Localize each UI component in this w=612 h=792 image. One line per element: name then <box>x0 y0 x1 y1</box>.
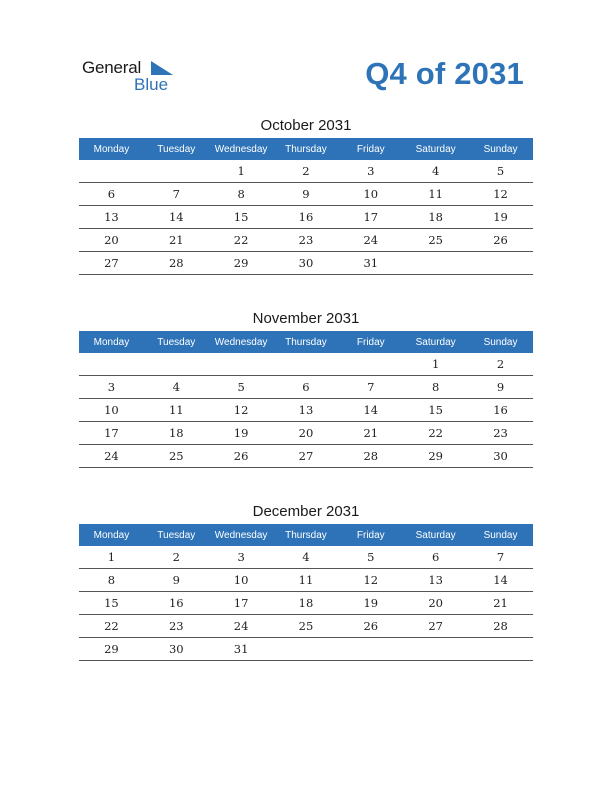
weekday-label: Sunday <box>468 524 533 546</box>
weekday-label: Monday <box>79 138 144 160</box>
week-row <box>79 592 533 615</box>
day-cell <box>144 160 209 183</box>
day-cell: 24 <box>79 445 144 468</box>
day-cell: 30 <box>144 638 209 661</box>
day-cell: 11 <box>403 183 468 206</box>
day-cell: 2 <box>144 546 209 569</box>
day-cell: 26 <box>209 445 274 468</box>
day-cell: 19 <box>209 422 274 445</box>
day-cell <box>468 638 533 661</box>
day-cell: 12 <box>468 183 533 206</box>
day-cell: 26 <box>468 229 533 252</box>
weekday-label: Friday <box>338 524 403 546</box>
weekday-label: Friday <box>338 138 403 160</box>
day-cell: 16 <box>274 206 339 229</box>
day-cell: 13 <box>79 206 144 229</box>
calendar-table <box>79 524 533 661</box>
weekday-label: Saturday <box>403 524 468 546</box>
weekday-label: Saturday <box>403 331 468 353</box>
day-cell: 19 <box>338 592 403 615</box>
day-cell: 17 <box>338 206 403 229</box>
month-calendar-december <box>79 502 533 661</box>
day-cell: 22 <box>209 229 274 252</box>
day-cell: 18 <box>144 422 209 445</box>
calendar-table <box>79 138 533 275</box>
day-cell: 9 <box>468 376 533 399</box>
day-cell: 10 <box>209 569 274 592</box>
day-cell: 7 <box>468 546 533 569</box>
week-row <box>79 615 533 638</box>
day-cell: 22 <box>79 615 144 638</box>
calendar-body <box>79 546 533 661</box>
day-cell: 21 <box>338 422 403 445</box>
day-cell <box>274 353 339 376</box>
day-cell: 25 <box>274 615 339 638</box>
month-calendar-november <box>79 309 533 468</box>
day-cell: 28 <box>144 252 209 275</box>
day-cell: 6 <box>274 376 339 399</box>
day-cell: 5 <box>209 376 274 399</box>
weekday-label: Tuesday <box>144 524 209 546</box>
day-cell: 5 <box>338 546 403 569</box>
month-title: November 2031 <box>252 310 360 327</box>
day-cell: 16 <box>468 399 533 422</box>
day-cell: 4 <box>403 160 468 183</box>
day-cell <box>403 252 468 275</box>
day-cell: 8 <box>209 183 274 206</box>
weekday-label: Thursday <box>274 524 339 546</box>
day-cell: 5 <box>468 160 533 183</box>
day-cell: 27 <box>274 445 339 468</box>
day-cell: 7 <box>144 183 209 206</box>
day-cell: 14 <box>468 569 533 592</box>
day-cell: 23 <box>144 615 209 638</box>
week-row <box>79 638 533 661</box>
day-cell: 23 <box>468 422 533 445</box>
week-row <box>79 353 533 376</box>
day-cell: 24 <box>209 615 274 638</box>
day-cell: 6 <box>79 183 144 206</box>
day-cell: 14 <box>338 399 403 422</box>
day-cell: 28 <box>468 615 533 638</box>
logo-text-general: General <box>82 58 142 77</box>
week-row <box>79 569 533 592</box>
day-cell: 11 <box>274 569 339 592</box>
day-cell: 29 <box>403 445 468 468</box>
day-cell: 1 <box>403 353 468 376</box>
day-cell: 25 <box>144 445 209 468</box>
logo <box>82 58 182 98</box>
day-cell: 29 <box>209 252 274 275</box>
day-cell: 1 <box>79 546 144 569</box>
day-cell: 8 <box>79 569 144 592</box>
day-cell: 9 <box>274 183 339 206</box>
day-cell: 1 <box>209 160 274 183</box>
day-cell: 14 <box>144 206 209 229</box>
day-cell: 17 <box>209 592 274 615</box>
day-cell: 21 <box>468 592 533 615</box>
weekday-label: Tuesday <box>144 331 209 353</box>
day-cell: 15 <box>209 206 274 229</box>
day-cell <box>403 638 468 661</box>
day-cell <box>274 638 339 661</box>
weekday-row <box>79 524 533 546</box>
day-cell: 6 <box>403 546 468 569</box>
weekday-label: Tuesday <box>144 138 209 160</box>
week-row <box>79 399 533 422</box>
weekday-row <box>79 331 533 353</box>
weekday-label: Thursday <box>274 138 339 160</box>
weekday-label: Saturday <box>403 138 468 160</box>
day-cell: 25 <box>403 229 468 252</box>
day-cell: 27 <box>79 252 144 275</box>
day-cell: 27 <box>403 615 468 638</box>
weekday-header <box>79 331 533 353</box>
day-cell: 11 <box>144 399 209 422</box>
week-row <box>79 546 533 569</box>
day-cell: 21 <box>144 229 209 252</box>
day-cell: 19 <box>468 206 533 229</box>
day-cell: 24 <box>338 229 403 252</box>
day-cell: 31 <box>209 638 274 661</box>
day-cell: 17 <box>79 422 144 445</box>
calendar-table <box>79 331 533 468</box>
weekday-label: Wednesday <box>209 331 274 353</box>
day-cell: 13 <box>274 399 339 422</box>
day-cell: 18 <box>274 592 339 615</box>
weekday-label: Monday <box>79 524 144 546</box>
day-cell: 18 <box>403 206 468 229</box>
month-title: December 2031 <box>252 503 360 520</box>
week-row <box>79 252 533 275</box>
day-cell: 20 <box>79 229 144 252</box>
weekday-header <box>79 524 533 546</box>
day-cell: 26 <box>338 615 403 638</box>
weekday-label: Sunday <box>468 138 533 160</box>
day-cell: 10 <box>79 399 144 422</box>
day-cell: 15 <box>79 592 144 615</box>
month-calendar-october <box>79 116 533 275</box>
day-cell: 7 <box>338 376 403 399</box>
day-cell: 12 <box>338 569 403 592</box>
week-row <box>79 445 533 468</box>
day-cell: 20 <box>274 422 339 445</box>
day-cell: 16 <box>144 592 209 615</box>
day-cell: 28 <box>338 445 403 468</box>
day-cell: 31 <box>338 252 403 275</box>
day-cell: 29 <box>79 638 144 661</box>
weekday-label: Friday <box>338 331 403 353</box>
day-cell: 12 <box>209 399 274 422</box>
weekday-label: Wednesday <box>209 138 274 160</box>
week-row <box>79 422 533 445</box>
day-cell: 2 <box>274 160 339 183</box>
weekday-row <box>79 138 533 160</box>
month-title: October 2031 <box>260 117 352 134</box>
day-cell: 22 <box>403 422 468 445</box>
week-row <box>79 206 533 229</box>
day-cell: 3 <box>338 160 403 183</box>
day-cell: 10 <box>338 183 403 206</box>
day-cell: 20 <box>403 592 468 615</box>
weekday-label: Wednesday <box>209 524 274 546</box>
calendar-body <box>79 160 533 275</box>
day-cell <box>338 638 403 661</box>
calendar-body <box>79 353 533 468</box>
day-cell: 30 <box>274 252 339 275</box>
day-cell <box>144 353 209 376</box>
week-row <box>79 229 533 252</box>
day-cell: 3 <box>79 376 144 399</box>
day-cell: 13 <box>403 569 468 592</box>
day-cell: 2 <box>468 353 533 376</box>
week-row <box>79 183 533 206</box>
day-cell <box>209 353 274 376</box>
day-cell: 3 <box>209 546 274 569</box>
day-cell <box>79 160 144 183</box>
weekday-label: Sunday <box>468 331 533 353</box>
day-cell <box>338 353 403 376</box>
day-cell: 8 <box>403 376 468 399</box>
day-cell: 4 <box>274 546 339 569</box>
logo-text-blue: Blue <box>134 75 169 94</box>
day-cell: 23 <box>274 229 339 252</box>
day-cell: 9 <box>144 569 209 592</box>
weekday-label: Monday <box>79 331 144 353</box>
weekday-header <box>79 138 533 160</box>
day-cell: 4 <box>144 376 209 399</box>
day-cell <box>468 252 533 275</box>
day-cell: 30 <box>468 445 533 468</box>
day-cell <box>79 353 144 376</box>
page-title: Q4 of 2031 <box>365 56 524 91</box>
day-cell: 15 <box>403 399 468 422</box>
week-row <box>79 160 533 183</box>
week-row <box>79 376 533 399</box>
weekday-label: Thursday <box>274 331 339 353</box>
